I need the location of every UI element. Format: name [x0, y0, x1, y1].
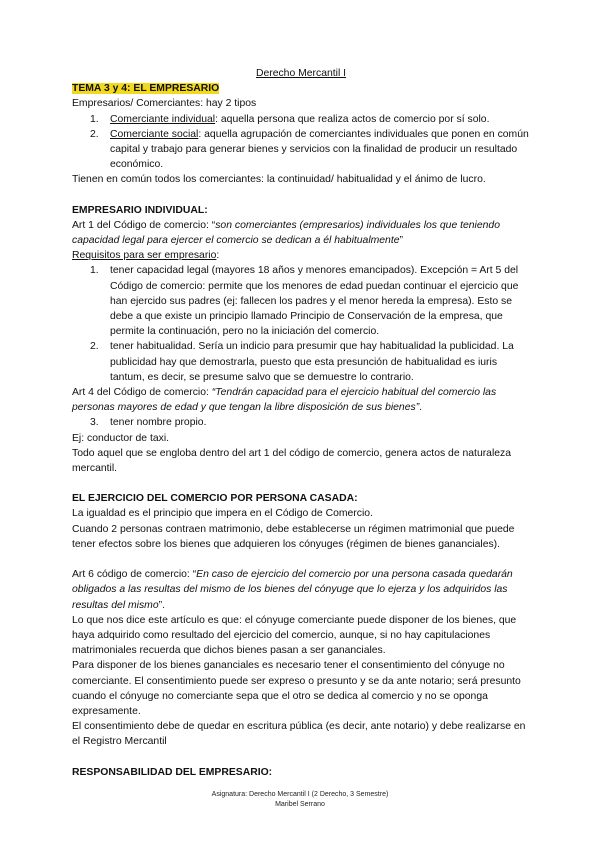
page-footer: [0, 790, 600, 810]
common-text: Tienen en común todos los comerciantes: la continuidad/ habitualidad y el ánimo de lucro.: [72, 174, 486, 186]
tema-intro: Empresarios/ Comerciantes: hay 2 tipos: [72, 98, 257, 110]
casada-p4: Para disponer de los bienes gananciales es necesario tener el consentimiento del cónyuge no comerciante. El consentimiento puede ser expreso o presunto y se da ante notario; será presunto cuando el cónyuge no comerciante sepa que el otro se dedica al comercio y no se oponga expresamente.: [72, 660, 521, 717]
list-item: [72, 263, 530, 339]
art6-paragraph: [72, 567, 530, 613]
requisito-text: tener habitualidad. Sería un indicio para presumir que hay habitualidad la publicidad. La publicidad hay que demostrarla, puesto que esta presunción de habitualidad es iuris tantum, es decir, se presume salvo que se demuestre lo contrario.: [110, 341, 514, 383]
art6-prefix: Art 6 código de comercio: “: [72, 569, 197, 581]
responsabilidad-heading: RESPONSABILIDAD DEL EMPRESARIO:: [72, 766, 273, 778]
document-title: Derecho Mercantil I: [255, 68, 347, 79]
requisitos-colon: :: [216, 250, 220, 262]
art1-paragraph: [72, 218, 530, 248]
casada-p2: Cuando 2 personas contraen matrimonio, debe establecerse un régimen matrimonial que puede tener efectos sobre los bienes que adquieren los cónyuges (régimen de bienes gananciales).: [72, 523, 515, 550]
requisito-text: tener nombre propio.: [110, 417, 207, 429]
art6-quote: En caso de ejercicio del comercio por una persona casada quedarán obligados a las resultas del mismo de los bienes del cónyuge que lo ejerza y los adquiridos las resultas del mismo: [72, 569, 513, 611]
tema-heading-text: TEMA 3 y 4: EL EMPRESARIO: [72, 83, 220, 95]
art1-suffix: ”: [399, 235, 403, 247]
list-number: 1.: [90, 265, 99, 277]
footer-subject: Asignatura: Derecho Mercantil I (2 Derecho, 3 Semestre): [211, 791, 389, 798]
requisitos-list: [72, 263, 530, 385]
list-item: [72, 415, 530, 430]
casada-p1: La igualdad es el principio que impera en el Código de Comercio.: [72, 508, 373, 520]
example-text: Ej: conductor de taxi.: [72, 432, 170, 444]
footer-author: Maribel Serrano: [275, 801, 325, 808]
casada-heading: EL EJERCICIO DEL COMERCIO POR PERSONA CASADA:: [72, 493, 358, 505]
art4-prefix: Art 4 del Código de comercio:: [72, 387, 212, 399]
requisitos-label-line: [72, 248, 530, 263]
requisitos-list-cont: [72, 415, 530, 430]
art1-quote: son comerciantes (empresarios) individuales los que teniendo capacidad legal para ejercer el comercio se dedican a él habitualmente: [72, 219, 500, 247]
term-definition: : aquella agrupación de comerciantes individuales que ponen en común capital y trabajo para generar bienes y servicios con la finalidad de producir un resultado económico.: [110, 128, 529, 171]
list-item: [72, 112, 530, 127]
closing-text: Todo aquel que se engloba dentro del art 1 del código de comercio, genera actos de naturaleza mercantil.: [72, 447, 512, 475]
term-social: Comerciante social: [110, 128, 199, 140]
list-item: [72, 127, 530, 173]
list-number: 3.: [90, 417, 99, 429]
list-number: 1.: [90, 113, 99, 125]
requisito-text: tener capacidad legal (mayores 18 años y menores emancipados). Excepción = Art 5 del Código de comercio: permite que los menores de edad puedan continuar el ejercicio que han ejercido sus padres (ej: fallecen los padres y el menor hereda la empresa). Esto se debe a que existe un principio llamado Principio de Conservación de la empresa, que permite la continuación, pero no la iniciación del comercio.: [110, 265, 519, 338]
art1-prefix: Art 1 del Código de comercio: “: [72, 219, 216, 231]
art4-quote: “Tendrán capacidad para el ejercicio habitual del comercio las personas mayores de edad y que tengan la libre disposición de sus bienes”: [72, 387, 497, 414]
art4-paragraph: [72, 385, 530, 415]
tema-heading: [72, 81, 530, 96]
art4-suffix: .: [419, 402, 423, 414]
term-individual: Comerciante individual: [110, 113, 216, 125]
art6-suffix: ”.: [158, 599, 165, 611]
list-number: 2.: [90, 128, 99, 140]
list-item: [72, 339, 530, 385]
tipos-list: [72, 112, 530, 173]
list-number: 2.: [90, 341, 99, 353]
casada-p3: Lo que nos dice este artículo es que: el cónyuge comerciante puede disponer de los bienes, que haya adquirido como resultado del ejercicio del comercio, aunque, si no hay capitulaciones matrimoniales recuerda que dichos bienes pasan a ser gananciales.: [72, 614, 517, 657]
casada-p5: El consentimiento debe de quedar en escritura pública (es decir, ante notario) y debe realizarse en el Registro Mercantil: [72, 721, 526, 748]
document-page: [72, 66, 530, 780]
individual-heading: EMPRESARIO INDIVIDUAL:: [72, 204, 208, 216]
term-definition: : aquella persona que realiza actos de comercio por sí solo.: [215, 113, 490, 125]
requisitos-label: Requisitos para ser empresario: [72, 250, 217, 262]
